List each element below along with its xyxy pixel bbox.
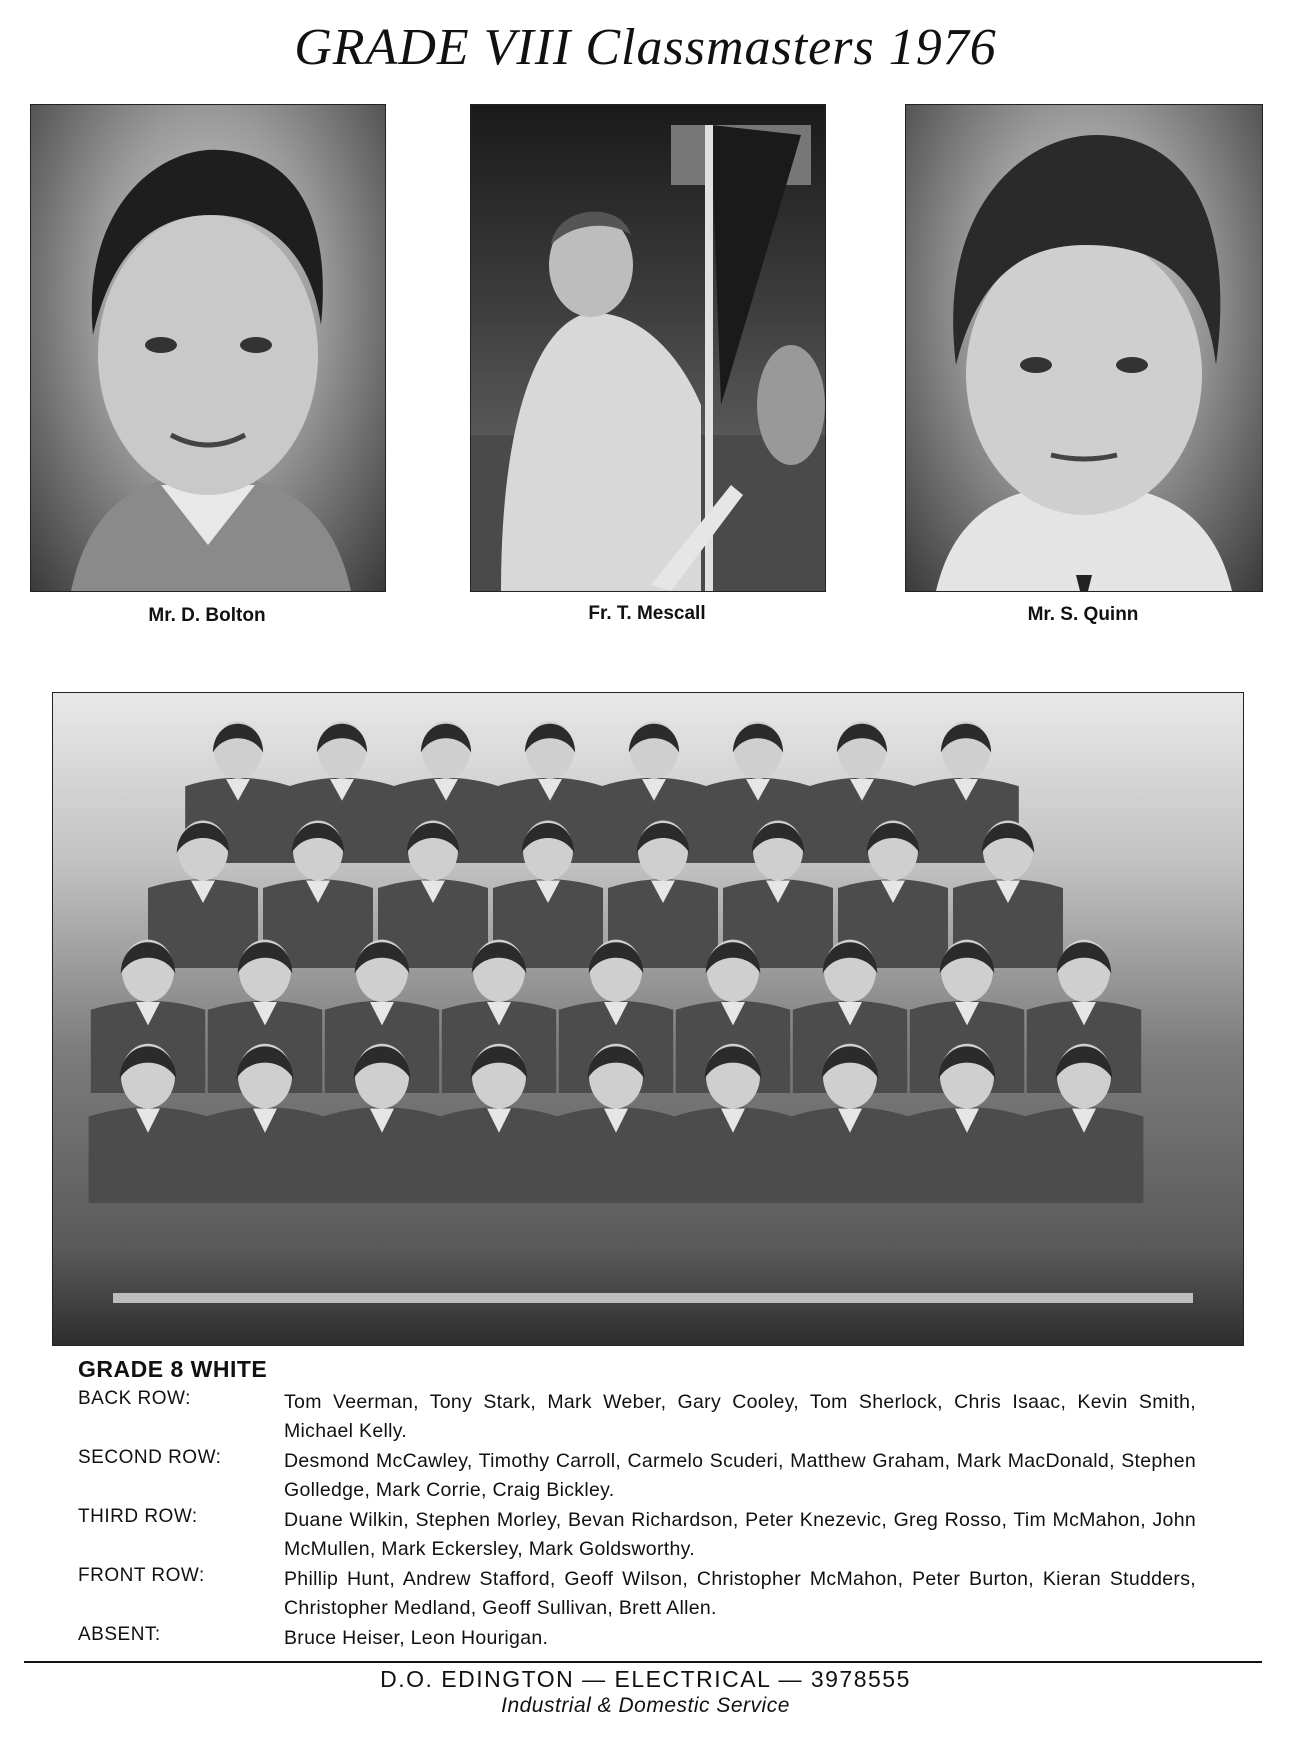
page-title: GRADE VIII Classmasters 1976 — [294, 19, 997, 76]
advertisement-business: D.O. EDINGTON — ELECTRICAL — 3978555 — [380, 1666, 911, 1692]
classmaster-portrait-1 — [30, 104, 386, 592]
roster-front-row — [78, 1565, 1198, 1623]
roster-absent — [78, 1624, 1198, 1654]
roster-third-row — [78, 1506, 1198, 1564]
class-title: GRADE 8 WHITE — [78, 1356, 268, 1382]
advertisement-service: Industrial & Domestic Service — [501, 1694, 790, 1717]
roster-back-row — [78, 1388, 1198, 1446]
roster-second-row — [78, 1447, 1198, 1505]
divider — [24, 1661, 1262, 1663]
classmaster-caption-2: Fr. T. Mescall — [588, 603, 706, 624]
row-label: SECOND ROW: — [78, 1447, 222, 1468]
portrait-figure-icon — [906, 105, 1262, 591]
row-label: BACK ROW: — [78, 1388, 191, 1409]
row-label: THIRD ROW: — [78, 1506, 198, 1527]
bench — [113, 1293, 1193, 1303]
classmaster-caption-3: Mr. S. Quinn — [1027, 604, 1139, 625]
row-names: Phillip Hunt, Andrew Stafford, Geoff Wilson, Christopher McMahon, Peter Burton, Kieran Studders, Christopher Medland, Geoff Sullivan, Brett Allen. — [284, 1568, 1196, 1619]
group-students-icon — [53, 693, 1243, 1345]
classmaster-caption-1: Mr. D. Bolton — [148, 605, 266, 626]
row-names: Desmond McCawley, Timothy Carroll, Carmelo Scuderi, Matthew Graham, Mark MacDonald, Stephen Golledge, Mark Corrie, Craig Bickley. — [284, 1450, 1196, 1501]
row-label: ABSENT: — [78, 1624, 161, 1645]
row-names: Tom Veerman, Tony Stark, Mark Weber, Gary Cooley, Tom Sherlock, Chris Isaac, Kevin Smith, Michael Kelly. — [284, 1391, 1196, 1442]
row-names: Bruce Heiser, Leon Hourigan. — [284, 1627, 549, 1649]
class-group-photo — [52, 692, 1244, 1346]
classmaster-portrait-3 — [905, 104, 1263, 592]
portrait-figure-icon — [31, 105, 385, 591]
pennant-scene-icon — [471, 105, 825, 591]
row-label: FRONT ROW: — [78, 1565, 205, 1586]
classmaster-portrait-2 — [470, 104, 826, 592]
row-names: Duane Wilkin, Stephen Morley, Bevan Richardson, Peter Knezevic, Greg Rosso, Tim McMahon, John McMullen, Mark Eckersley, Mark Goldsworthy. — [284, 1509, 1196, 1560]
